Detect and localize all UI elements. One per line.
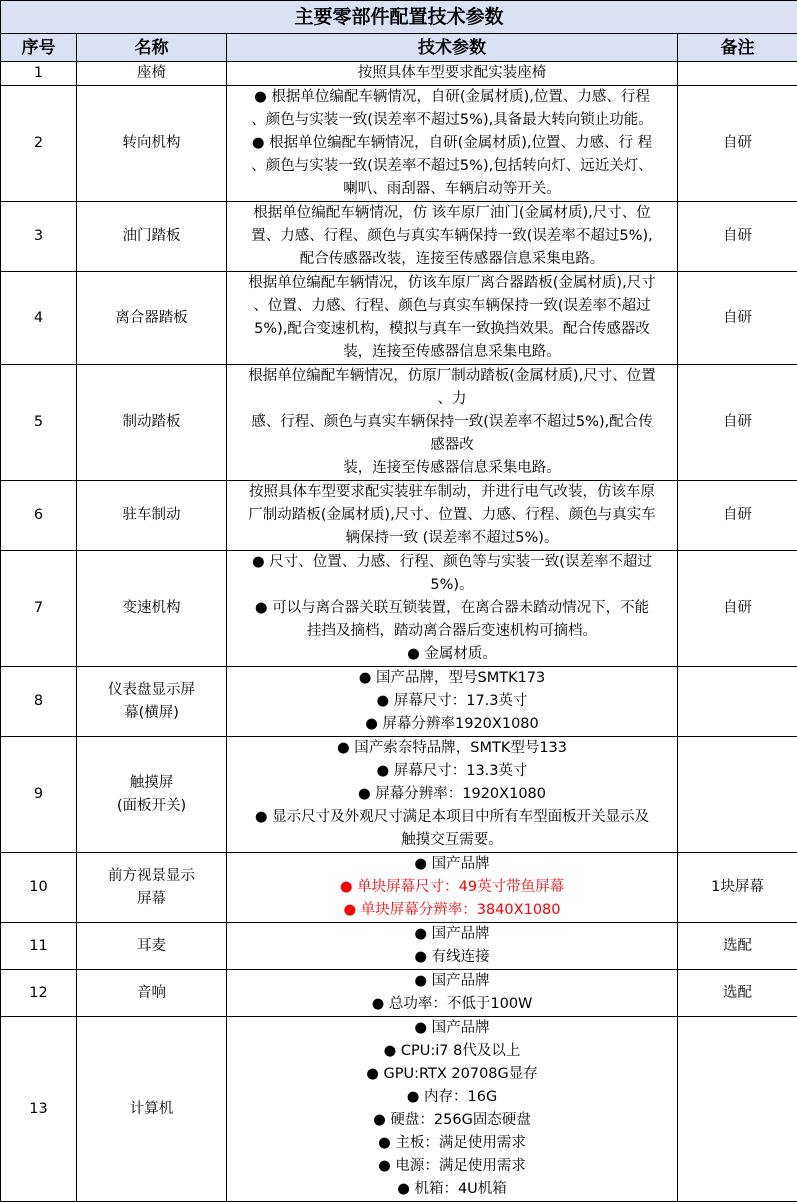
component-name [77, 970, 227, 1017]
remark: 自研 [678, 86, 797, 202]
header-params: 技术参数 [227, 34, 678, 62]
remark: 自研 [678, 202, 797, 272]
param-line: ● GPU:RTX 20708G显存 [230, 1063, 674, 1086]
table-row [1, 1017, 797, 1202]
param-line: 辆保持一致 (误差率不超过5%)。 [230, 527, 674, 550]
param-line: 挂挡及摘档，踏动离合器后变速机构可摘档。 [230, 620, 674, 643]
component-name-line: 离合器踏板 [80, 307, 223, 330]
remark [678, 62, 797, 86]
technical-params [227, 365, 678, 481]
param-line: ● 单块屏幕尺寸：49英寸带鱼屏幕 [230, 876, 674, 899]
row-number: 7 [1, 551, 77, 667]
header-row [1, 34, 797, 62]
param-line: 喇叭、雨刮器、车辆启动等开关。 [230, 178, 674, 201]
table-row [1, 970, 797, 1017]
param-line: 5%),配合变速机构，模拟与真车一致换挡效果。配合传感器改 [230, 318, 674, 341]
table-title: 主要零部件配置技术参数 [1, 1, 797, 34]
row-number: 1 [1, 62, 77, 86]
remark [678, 1017, 797, 1202]
table-row [1, 737, 797, 853]
component-name [77, 62, 227, 86]
remark [678, 667, 797, 737]
table-row [1, 551, 797, 667]
row-number: 11 [1, 923, 77, 970]
param-line: ● 显示尺寸及外观尺寸满足本项目中所有车型面板开关显示及 [230, 806, 674, 829]
remark [678, 737, 797, 853]
technical-params [227, 481, 678, 551]
component-name-line: 仪表盘显示屏 [80, 679, 223, 702]
component-name-line: 幕(横屏) [80, 702, 223, 725]
remark: 选配 [678, 923, 797, 970]
technical-params [227, 272, 678, 365]
table-row [1, 481, 797, 551]
component-name [77, 86, 227, 202]
param-line: 、位置、力感、行程、颜色与真实车辆保持一致(误差率不超过 [230, 295, 674, 318]
technical-params [227, 1017, 678, 1202]
param-line: 按照具体车型要求配实装驻车制动，并进行电气改装，仿该车原 [230, 481, 674, 504]
param-line: 根据单位编配车辆情况，仿 该车原厂油门(金属材质),尺寸、位 [230, 202, 674, 225]
row-number: 10 [1, 853, 77, 923]
row-number: 8 [1, 667, 77, 737]
param-line: ● 根据单位编配车辆情况，自研(金属材质),位置、力感、行 程 [230, 132, 674, 155]
param-line: 按照具体车型要求配实装座椅 [230, 62, 674, 85]
param-line: ● 金属材质。 [230, 643, 674, 666]
param-line: 根据单位编配车辆情况，仿该车原厂离合器踏板(金属材质),尺寸 [230, 272, 674, 295]
component-name [77, 551, 227, 667]
remark: 1块屏幕 [678, 853, 797, 923]
component-name [77, 365, 227, 481]
component-name-line: 耳麦 [80, 935, 223, 958]
row-number: 6 [1, 481, 77, 551]
param-line: 装，连接至传感器信息采集电路。 [230, 457, 674, 480]
row-number: 9 [1, 737, 77, 853]
component-name [77, 737, 227, 853]
technical-params [227, 853, 678, 923]
component-name-line: (面板开关) [80, 795, 223, 818]
header-remark: 备注 [678, 34, 797, 62]
param-line: ● 硬盘：256G固态硬盘 [230, 1109, 674, 1132]
row-number: 4 [1, 272, 77, 365]
param-line: ● 屏幕尺寸：17.3英寸 [230, 690, 674, 713]
param-line: ● 国产品牌 [230, 853, 674, 876]
component-name-line: 制动踏板 [80, 411, 223, 434]
component-name-line: 触摸屏 [80, 772, 223, 795]
component-name [77, 667, 227, 737]
param-line: ● 内存：16G [230, 1086, 674, 1109]
param-line: 感、行程、颜色与真实车辆保持一致(误差率不超过5%),配合传 [230, 411, 674, 434]
row-number: 3 [1, 202, 77, 272]
component-name [77, 202, 227, 272]
component-name-line: 转向机构 [80, 132, 223, 155]
param-line: ● 单块屏幕分辨率：3840X1080 [230, 899, 674, 922]
table-row [1, 365, 797, 481]
table-row [1, 853, 797, 923]
remark: 自研 [678, 272, 797, 365]
table-row [1, 272, 797, 365]
param-line: ● 屏幕分辨率1920X1080 [230, 713, 674, 736]
row-number: 2 [1, 86, 77, 202]
component-name-line: 前方视景显示 [80, 865, 223, 888]
component-name [77, 1017, 227, 1202]
row-number: 12 [1, 970, 77, 1017]
header-name: 名称 [77, 34, 227, 62]
remark: 自研 [678, 481, 797, 551]
param-line: ● 可以与离合器关联互锁装置，在离合器未踏动情况下，不能 [230, 597, 674, 620]
param-line: ● 屏幕分辨率：1920X1080 [230, 783, 674, 806]
technical-params [227, 923, 678, 970]
param-line: ● 国产索奈特品牌，SMTK型号133 [230, 737, 674, 760]
component-name-line: 座椅 [80, 62, 223, 85]
header-no: 序号 [1, 34, 77, 62]
param-line: 、颜色与实装一致(误差率不超过5%),包括转向灯、远近关灯、 [230, 155, 674, 178]
table-row [1, 86, 797, 202]
param-line: ● 国产品牌 [230, 1017, 674, 1040]
component-name-line: 驻车制动 [80, 504, 223, 527]
param-line: 配合传感器改装，连接至传感器信息采集电路。 [230, 248, 674, 271]
param-line: 根据单位编配车辆情况，仿原厂制动踏板(金属材质),尺寸、位置 [230, 365, 674, 388]
component-name-line: 计算机 [80, 1098, 223, 1121]
component-name-line: 变速机构 [80, 597, 223, 620]
param-line: ● 主板：满足使用需求 [230, 1132, 674, 1155]
param-line: 、力 [230, 388, 674, 411]
technical-params [227, 62, 678, 86]
param-line: ● 有线连接 [230, 946, 674, 969]
technical-params [227, 970, 678, 1017]
table-body [1, 62, 797, 1202]
component-name [77, 272, 227, 365]
param-line: ● 电源：满足使用需求 [230, 1155, 674, 1178]
technical-params [227, 86, 678, 202]
param-line: ● 国产品牌，型号SMTK173 [230, 667, 674, 690]
technical-params [227, 202, 678, 272]
param-line: 5%)。 [230, 574, 674, 597]
param-line: ● 尺寸、位置、力感、行程、颜色等与实装一致(误差率不超过 [230, 551, 674, 574]
row-number: 13 [1, 1017, 77, 1202]
param-line: ● 国产品牌 [230, 970, 674, 993]
param-line: 感器改 [230, 434, 674, 457]
component-name-line: 音响 [80, 982, 223, 1005]
component-name-line: 油门踏板 [80, 225, 223, 248]
param-line: 置、力感、行程、颜色与真实车辆保持一致(误差率不超过5%), [230, 225, 674, 248]
param-line: 厂制动踏板(金属材质),尺寸、位置、力感、行程、颜色与真实车 [230, 504, 674, 527]
component-name-line: 屏幕 [80, 888, 223, 911]
param-line: ● 总功率：不低于100W [230, 993, 674, 1016]
technical-params [227, 551, 678, 667]
component-name [77, 923, 227, 970]
param-line: ● 机箱：4U机箱 [230, 1178, 674, 1201]
row-number: 5 [1, 365, 77, 481]
remark: 选配 [678, 970, 797, 1017]
technical-params [227, 737, 678, 853]
remark: 自研 [678, 551, 797, 667]
table-row [1, 923, 797, 970]
param-line: ● 国产品牌 [230, 923, 674, 946]
param-line: ● 屏幕尺寸：13.3英寸 [230, 760, 674, 783]
param-line: ● 根据单位编配车辆情况，自研(金属材质),位置、力感、行程 [230, 86, 674, 109]
param-line: 触摸交互需要。 [230, 829, 674, 852]
param-line: 装，连接至传感器信息采集电路。 [230, 341, 674, 364]
technical-params [227, 667, 678, 737]
table-row [1, 202, 797, 272]
param-line: ● CPU:i7 8代及以上 [230, 1040, 674, 1063]
remark: 自研 [678, 365, 797, 481]
table-row [1, 62, 797, 86]
component-name [77, 853, 227, 923]
param-line: 、颜色与实装一致(误差率不超过5%),具备最大转向锁止功能。 [230, 109, 674, 132]
component-name [77, 481, 227, 551]
table-row [1, 667, 797, 737]
